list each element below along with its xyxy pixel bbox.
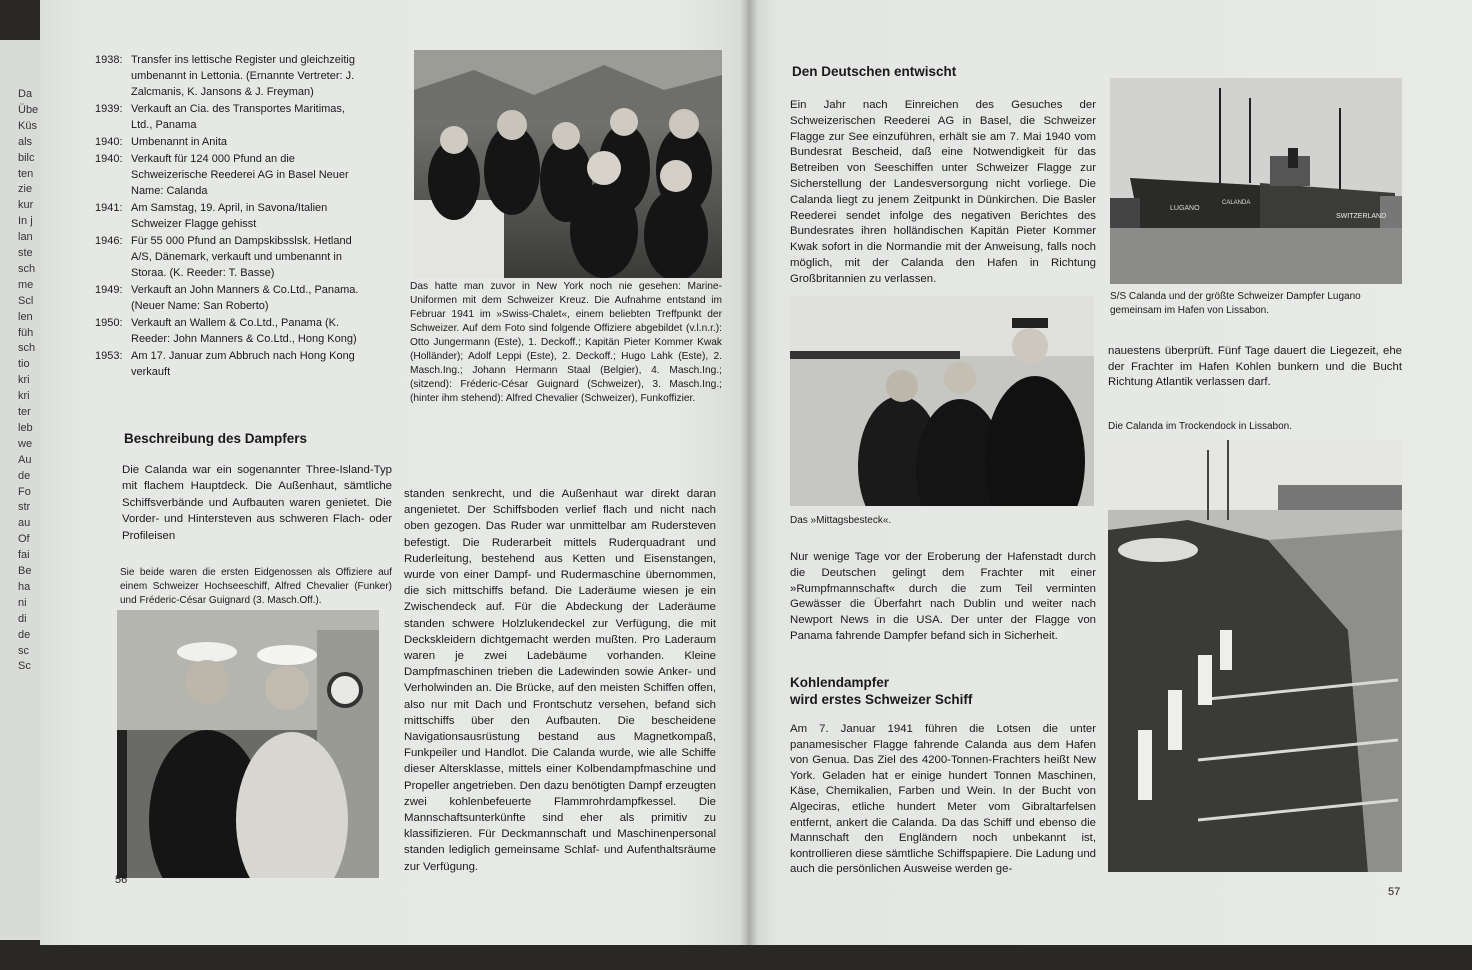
underpage-text-fragment: als [18,135,33,148]
underpage-text-fragment: Übe [18,103,39,116]
inspection-text: nauestens überprüft. Fünf Tage dauert die Liegezeit, ehe der Frachter im Hafen Kohlen bunkern und die Bucht Richtung Atlantik verlassen darf. [1108,345,1402,389]
chronology-year: 1940: [95,153,123,165]
underpage-text-fragment: füh [18,326,34,339]
officers-group-photo [414,50,722,278]
coal-heading-line1: Kohlendampfer [790,675,890,690]
hull-label-lugano: LUGANO [1170,205,1200,212]
chronology-entry [95,200,365,232]
underpage-text-fragment: Be [18,565,32,577]
section-heading-coal-steamer [790,674,972,708]
underpage-text-fragment: ni [18,596,27,609]
chronology-year: 1949: [95,284,123,296]
underpage-text-fragment: Da [18,88,33,100]
chronology-year: 1939: [95,103,123,115]
underpage-text-fragment: ter [18,406,31,418]
chronology-entry [95,151,365,199]
chronology-entry [95,52,365,100]
officers-photo-caption: Das hatte man zuvor in New York noch nie gesehen: Marine-Uniformen mit dem Schweizer Kreuz. Die Aufnahme entstand im Februar 1941 im »Swiss-Chalet«, einem beliebten Treffpunkt der Schweizer. Auf dem Foto sind folgende Offiziere abgebildet (v.l.n.r.): Otto Jungermann (Este), 1. Deckoff.; Kapitän Pieter Kommer Kwak (Holländer); Adolf Leppi (Este), 2. Deckoff.; Hugo Lahk (Este), 2. Masch.Ing.; Johann Hermann Staal (Belgier), 4. Masch.Ing.; (sitzend): Fréderic-César Guignard (Schweizer), 3. Masch.Ing.; (hinter ihm stehend): Alfred Chevalier (Schweizer), Funkoffizier. [410,281,722,404]
chronology-entry [95,282,365,314]
coal-heading-line2: wird erstes Schweizer Schiff [790,692,973,707]
underpage-text-fragment: leb [18,421,33,434]
chronology-event: Am 17. Januar zum Abbruch nach Hong Kong verkauft [131,350,355,378]
portrait-photo [117,610,379,878]
underpage-text-fragment: lan [18,231,33,244]
escape-continued-text: Nur wenige Tage vor der Eroberung der Hafenstadt durch die Deutschen gelingt dem Frachter mit einer »Rumpfmannschaft« durch die zum Teil verminten Gewässer die Überfahrt nach Dublin und weiter nach Newport News in die USA. Der unter der Flagge von Panama fahrende Dampfer befand sich in Sicherheit. [790,551,1096,642]
chronology-year: 1941: [95,202,123,214]
chronology-event: Verkauft an Cia. des Transportes Maritimas, Ltd., Panama [131,103,345,131]
underpage-text-fragment: au [18,517,31,530]
chronology-year: 1940: [95,136,123,148]
underpage-text-fragment: de [18,628,31,641]
description-continued-text: standen senkrecht, und die Außenhaut war direkt daran angenietet. Der Schiffsboden verlief flach und nicht nach oben gezogen. Das Ruder war unmittelbar am Rudersteven befestigt. Die Ruderarbeit mittels Ruderquadrant und Ruderleitung, bestehend aus Ketten und Eisenstangen, wurde von einer Dampf- und Rudermaschine übernommen, die sich mittschiffs befand. Die Laderäume wiesen je ein Zwischendeck auf. Für die Abdeckung der Laderäume standen schwere Holzlukendeckel zur Verfügung, die mit Deckskleidern dichtgemacht werden mußten. Pro Laderaum waren je zwei Ladebäume vorhanden. Kleine Dampfmaschinen trieben die Ladewinden sowie Anker- und Verholwinden an. Die Brücke, auf den meisten Schiffen offen, also nur mit Dach und Frontschutz versehen, befand sich mittschiffs über den Aufbauten. Die bescheidene Navigationsausrüstung bestand aus Magnetkompaß, Funkpeiler und Handlot. Die Calanda wurde, wie alle Schiffe dieser Altersklasse, mittels einer Kolbendampfmaschine und Propeller angetrieben. Den dazu benötigten Dampf erzeugten zwei kohlenbefeuerte Flammrohrdampfkessel. Die Mannschaftsunterkünfte sind eher als primitiv zu klassifizieren. Für Deckmannschaft und Maschinenpersonal standen lediglich gemeinsame Schlaf- und Aufenthaltsräume zur Verfügung. [404,488,716,873]
underpage-text-fragment: sch [18,342,36,355]
page-number-left: 56 [115,874,128,886]
drydock-photo [1108,440,1402,872]
underpage-text-fragment: sch [18,262,36,275]
underpage-text-fragment: str [18,501,31,514]
underpage-text-fragment: kur [18,199,34,212]
chronology-event: Am Samstag, 19. April, in Savona/Italien Schweizer Flagge gehisst [131,202,328,230]
underpage-text-fragment: Of [18,533,30,546]
drydock-photo-image [1108,440,1402,872]
chronology-year: 1950: [95,317,123,329]
chronology-year: 1946: [95,235,123,247]
underpage-text-fragment: bilc [18,151,35,164]
escape-text: Ein Jahr nach Einreichen des Gesuches der Schweizerischen Reederei AG in Basel, die Schweizer Flagge zur See einzuführen, erhält sie am 7. Mai 1940 vom Bundesrat Bescheid, daß eine Notwendigkeit für das Betreiben von Seeschiffen unter Schweizer Flagge zur Sicherstellung der Landesversorgung nicht vorliege. Die Calanda liegt zu jenem Zeitpunkt in Dünkirchen. Die Basler Reederei sendet infolge des negativen Berichtes des Bundesrates ihren holländischen Kapitän Pieter Kommer Kwak sofort in die Normandie mit der Anweisung, falls noch möglich, mit der Calanda den Hafen in Richtung Großbritannien zu verlassen. [790,99,1096,285]
section-heading-escape: Den Deutschen entwischt [792,64,957,79]
description-intro-text: Die Calanda war ein sogenannter Three-Island-Typ mit flachem Hauptdeck. Die Außenhaut, sämtliche Schiffsverbände und Aufbauten waren genietet. Die Vorder- und Hintersteven aus schweren Flach- oder Profileisen [122,464,392,542]
underpage-text-fragment: fai [18,549,30,562]
underpage-text-fragment: Sc [18,660,31,673]
chronology-entry [95,134,365,150]
underpage-text-fragment: kri [18,390,30,403]
underpage-text-fragment: kri [18,374,30,387]
underpage-text-fragment: tio [18,358,30,371]
underpage-text-fragment: de [18,469,31,482]
officers-photo-image [414,50,722,278]
underpage-text-fragment: sc [18,644,29,657]
underpage-text-fragment: Küs [18,119,37,132]
mittagsbesteck-photo-image [790,296,1094,506]
description-heading: Beschreibung des Dampfers [124,431,308,446]
chronology-list [95,52,365,381]
page-number-right: 57 [1388,886,1401,898]
underpage-text-fragment: ten [18,167,34,180]
chronology-year: 1953: [95,350,123,362]
underlying-page-edge [0,40,40,940]
ships-photo-image [1110,78,1402,284]
hull-label-calanda: CALANDA [1222,200,1251,206]
underpage-text-fragment: me [18,278,34,291]
underpage-text-fragment: di [18,612,27,625]
underpage-text-fragment: In j [18,215,33,228]
underpage-text-fragment: we [18,437,33,450]
chronology-entry [95,233,365,281]
underpage-text-fragment: ste [18,247,33,259]
chronology-event: Verkauft an Wallem & Co.Ltd., Panama (K. Reeder: John Manners & Co.Ltd., Hong Kong) [131,317,357,345]
ships-lisbon-photo [1110,78,1402,284]
portrait-photo-image [117,610,379,878]
underpage-text-fragment: Fo [18,485,31,498]
portrait-caption: Sie beide waren die ersten Eidgenossen als Offiziere auf einem Schweizer Hochseeschiff, Alfred Chevalier (Funker) und Fréderic-César Guignard (3. Masch.Off.). [120,567,392,607]
hull-label-switzerland: SWITZERLAND [1336,213,1387,220]
coal-steamer-text: Am 7. Januar 1941 führen die Lotsen die unter panamesischer Flagge fahrende Calanda aus dem Hafen von Genua. Das Ziel des 4200-Tonnen-Frachters heißt New York. Geladen hat er einige hundert Tonnen Maschinen, Käse, Chemikalien, Farben und Wein. In der Bucht von Algeciras, etliche hundert Meter vom Gibraltarfelsen entfernt, ankert die Calanda. Da das Schiff und ebenso die Mannschaft den Engländern noch unbekannt ist, kontrollieren diese sämtliche Schiffspapiere. Die Ladung und auch die persönlichen Ausweise werden ge- [790,723,1096,876]
chronology-event: Verkauft an John Manners & Co.Ltd., Panama. (Neuer Name: San Roberto) [131,284,359,312]
underpage-text-fragment: Au [18,453,32,466]
chronology-event: Verkauft für 124 000 Pfund an die Schweizerische Reederei AG in Basel Neuer Name: Calanda [131,153,349,197]
chronology-entry [95,315,365,347]
underpage-text-fragment: Scl [18,294,34,307]
underpage-text-fragment: ha [18,580,31,593]
chronology-year: 1938: [95,54,123,66]
chronology-entry [95,101,365,133]
chronology-event: Für 55 000 Pfund an Dampskibsslsk. Hetland A/S, Dänemark, verkauft und umbenannt in Storaa. (K. Reeder: T. Basse) [131,235,352,279]
mittagsbesteck-photo [790,296,1094,506]
underpage-text-fragment: zie [18,183,33,196]
ships-photo-caption: S/S Calanda und der größte Schweizer Dampfer Lugano gemeinsam im Hafen von Lissabon. [1110,291,1361,317]
book-gutter [740,0,758,945]
chronology-event: Transfer ins lettische Register und gleichzeitig umbenannt in Lettonia. (Ernannte Vertreter: J. Zalcmanis, K. Jansons & J. Freyman) [131,54,355,98]
chronology-entry [95,348,365,380]
underpage-text-fragment: len [18,310,33,323]
drydock-caption: Die Calanda im Trockendock in Lissabon. [1108,421,1292,432]
chronology-event: Umbenannt in Anita [131,136,228,148]
mittagsbesteck-caption: Das »Mittagsbesteck«. [790,515,892,526]
